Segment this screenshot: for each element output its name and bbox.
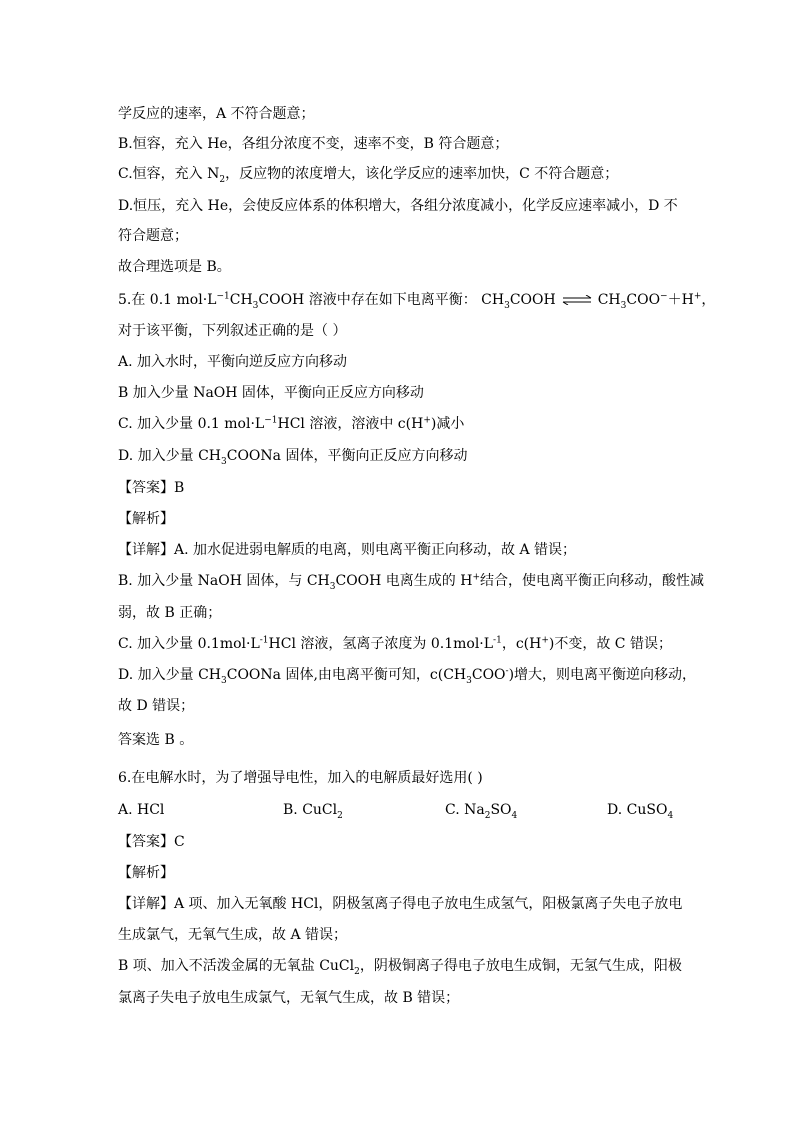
option-a: A. HCl	[118, 802, 165, 818]
text-line: 学反应的速率，A 不符合题意；	[118, 106, 315, 122]
option-c: C. 加入少量 0.1 $mol\cdot L^{-1}HCl$ 溶液，溶液中 c(H+)减小	[118, 415, 465, 432]
detail-line: 弱，故 B 正确；	[118, 605, 222, 621]
text-line: B.恒容，充入 He，各组分浓度不变，速率不变，B 符合题意；	[118, 136, 509, 152]
question-5-stem-cont: 对于该平衡，下列叙述正确的是（ ）	[118, 323, 347, 339]
text-line: 符合题意；	[118, 228, 188, 244]
option-d: D. CuSO$_4$	[607, 802, 674, 821]
detail-line: B. 加入少量 NaOH 固体，与 $CH_3COOH$ 电离生成的 H+结合，使电离平衡正向移动，酸性减	[118, 572, 705, 592]
option-b: B 加入少量 NaOH 固体，平衡向正反应方向移动	[118, 385, 424, 401]
option-b: B. CuCl$_2$	[283, 802, 343, 821]
detail-line: D. 加入少量 $CH_3COONa$ 固体,由电离平衡可知，$c(CH_3COO^-)$增大，则电离平衡逆向移动，	[118, 666, 697, 686]
answer-label: 【答案】B	[118, 480, 185, 496]
detail-line: 【详解】A. 加水促进弱电解质的电离，则电离平衡正向移动，故 A 错误；	[118, 542, 577, 558]
option-a: A. 加入水时，平衡向逆反应方向移动	[118, 354, 348, 370]
final-answer: 答案选 B 。	[118, 732, 194, 748]
text-line: D.恒压，充入 He，会使反应体系的体积增大，各组分浓度减小，化学反应速率减小，D 不	[118, 198, 678, 214]
question-6-stem: 6.在电解水时，为了增强导电性，加入的电解质最好选用( )	[118, 770, 483, 786]
detail-line: B 项、加入不活泼金属的无氧盐 CuCl$_2$，阴极铜离子得电子放电生成铜，无氢气生成，阳极	[118, 958, 682, 977]
text-line: 故合理选项是 B。	[118, 259, 231, 275]
option-c: C. $Na_2SO_4$	[445, 802, 518, 821]
detail-line: 【详解】A 项、加入无氧酸 HCl，阴极氢离子得电子放电生成氢气，阳极氯离子失电子放电	[118, 896, 683, 912]
detail-line: 故 D 错误；	[118, 698, 195, 714]
analysis-label: 【解析】	[118, 511, 174, 527]
question-5-stem: 5.在 0.1 $mol\cdot L^{-1}CH_3COOH$ 溶液中存在如下电离平衡： $CH_3COOH$ $CH_3COO^-+H^+$，	[118, 291, 716, 311]
detail-line: C. 加入少量 $0.1mol\cdot L^{-1}HCl$ 溶液，氢离子浓度为 $0.1mol\cdot L^{-1}$，c(H+)不变，故 C 错误；	[118, 635, 672, 652]
detail-line: 生成氯气，无氧气生成，故 A 错误；	[118, 927, 348, 943]
analysis-label: 【解析】	[118, 865, 174, 881]
equilibrium-arrow-icon	[562, 295, 592, 305]
detail-line: 氯离子失电子放电生成氯气，无氧气生成，故 B 错误；	[118, 990, 460, 1006]
answer-label: 【答案】C	[118, 834, 185, 850]
text-line: C.恒容，充入 $N_2$，反应物的浓度增大，该化学反应的速率加快，C 不符合题意；	[118, 166, 619, 185]
option-d: D. 加入少量 $CH_3COONa$ 固体，平衡向正反应方向移动	[118, 448, 468, 467]
